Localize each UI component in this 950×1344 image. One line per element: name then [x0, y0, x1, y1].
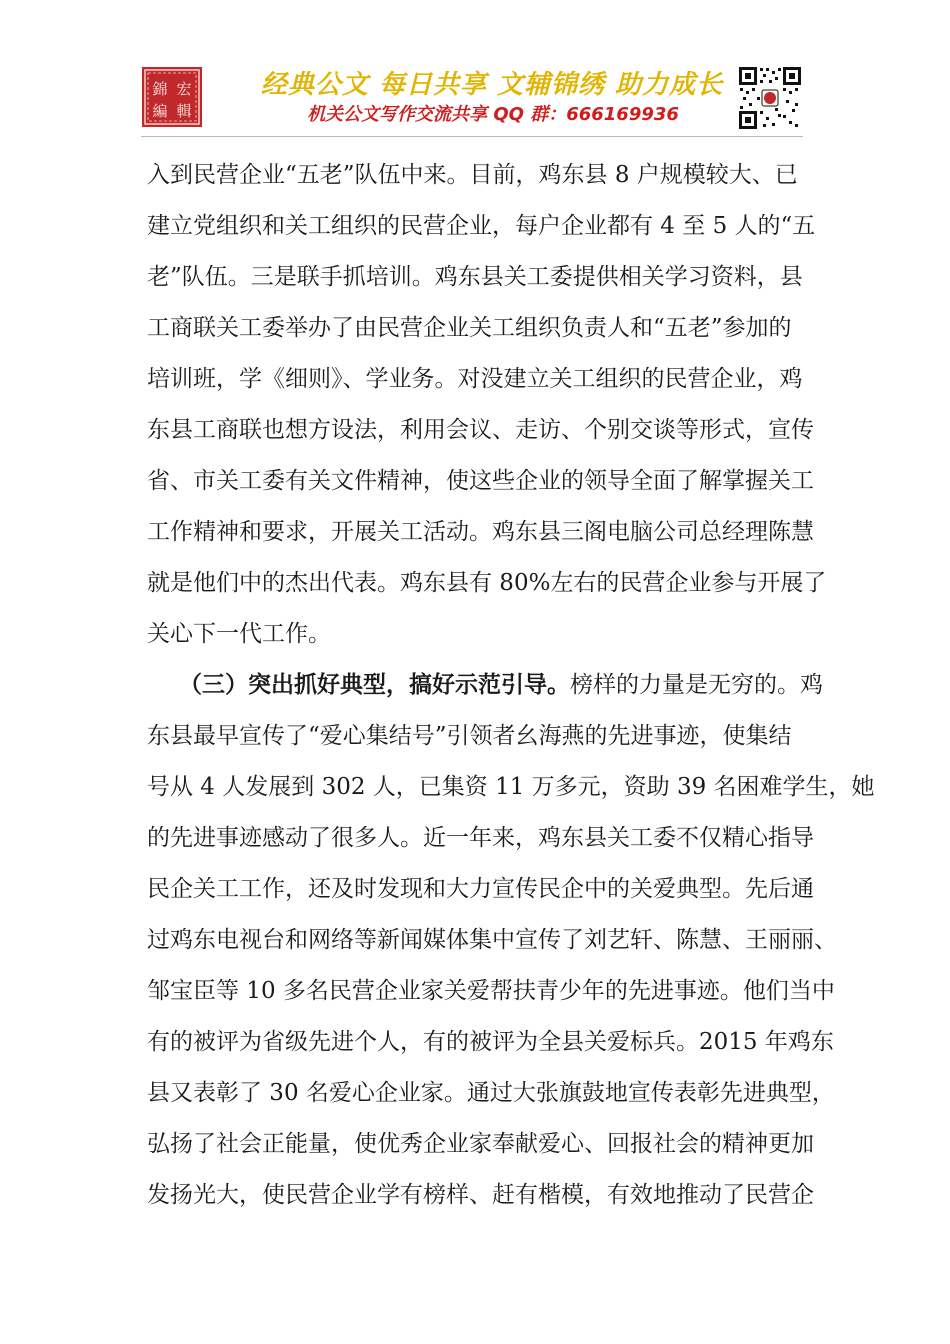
body-line: 入到民营企业“五老”队伍中来。目前，鸡东县 8 户规模较大、已: [147, 162, 798, 188]
body-line: 弘扬了社会正能量，使优秀企业家奉献爱心、回报社会的精神更加: [147, 1131, 814, 1157]
body-line: 工作精神和要求，开展关工活动。鸡东县三阁电脑公司总经理陈慧: [147, 519, 814, 545]
body-line: 邹宝臣等 10 多名民营企业家关爱帮扶青少年的先进事迹。他们当中: [147, 978, 835, 1004]
body-line: 老”队伍。三是联手抓培训。鸡东县关工委提供相关学习资料，县: [147, 264, 803, 290]
body-line: 就是他们中的杰出代表。鸡东县有 80%左右的民营企业参与开展了: [147, 570, 827, 596]
svg-text:輯: 輯: [176, 102, 192, 120]
section-first-line-text: 榜样的力量是无穷的。鸡: [570, 672, 823, 698]
body-line: 有的被评为省级先进个人，有的被评为全县关爱标兵。2015 年鸡东: [147, 1029, 834, 1055]
svg-text:宏: 宏: [176, 80, 192, 98]
header-divider: [141, 136, 803, 137]
body-line: 省、市关工委有关文件精神，使这些企业的领导全面了解掌握关工: [147, 468, 814, 494]
body-line: 县又表彰了 30 名爱心企业家。通过大张旗鼓地宣传表彰先进典型，: [147, 1080, 835, 1106]
header-slogan: 经典公文 每日共享 文辅锦绣 助力成长: [260, 70, 724, 100]
svg-text:編: 編: [152, 102, 168, 120]
header-qq-group: 机关公文写作交流共享 QQ 群：666169936: [307, 104, 679, 125]
svg-text:錦: 錦: [152, 80, 168, 98]
seal-logo-icon: [141, 66, 203, 128]
body-line: 东县最早宣传了“爱心集结号”引领者幺海燕的先进事迹，使集结: [147, 723, 792, 749]
body-line: 发扬光大，使民营企业学有榜样、赶有楷模，有效地推动了民营企: [147, 1182, 814, 1208]
body-line: 培训班，学《细则》、学业务。对没建立关工组织的民营企业，鸡: [147, 366, 803, 392]
qr-code-icon: [738, 66, 802, 130]
page-header: [0, 0, 950, 140]
body-line: 过鸡东电视台和网络等新闻媒体集中宣传了刘艺轩、陈慧、王丽丽、: [147, 927, 837, 953]
body-line: 的先进事迹感动了很多人。近一年来，鸡东县关工委不仅精心指导: [147, 825, 814, 851]
body-line: 东县工商联也想方设法，利用会议、走访、个别交谈等形式，宣传: [147, 417, 814, 443]
document-body: [147, 150, 875, 1221]
section-first-line: [147, 660, 823, 711]
body-line: 工商联关工委举办了由民营企业关工组织负责人和“五老”参加的: [147, 315, 792, 341]
body-line: 关心下一代工作。: [147, 621, 331, 647]
section-heading: （三）突出抓好典型，搞好示范引导。: [179, 672, 570, 698]
body-line: 建立党组织和关工组织的民营企业，每户企业都有 4 至 5 人的“五: [147, 213, 816, 239]
body-line: 号从 4 人发展到 302 人，已集资 11 万多元，资助 39 名困难学生，她: [147, 774, 875, 800]
body-line: 民企关工工作，还及时发现和大力宣传民企中的关爱典型。先后通: [147, 876, 814, 902]
